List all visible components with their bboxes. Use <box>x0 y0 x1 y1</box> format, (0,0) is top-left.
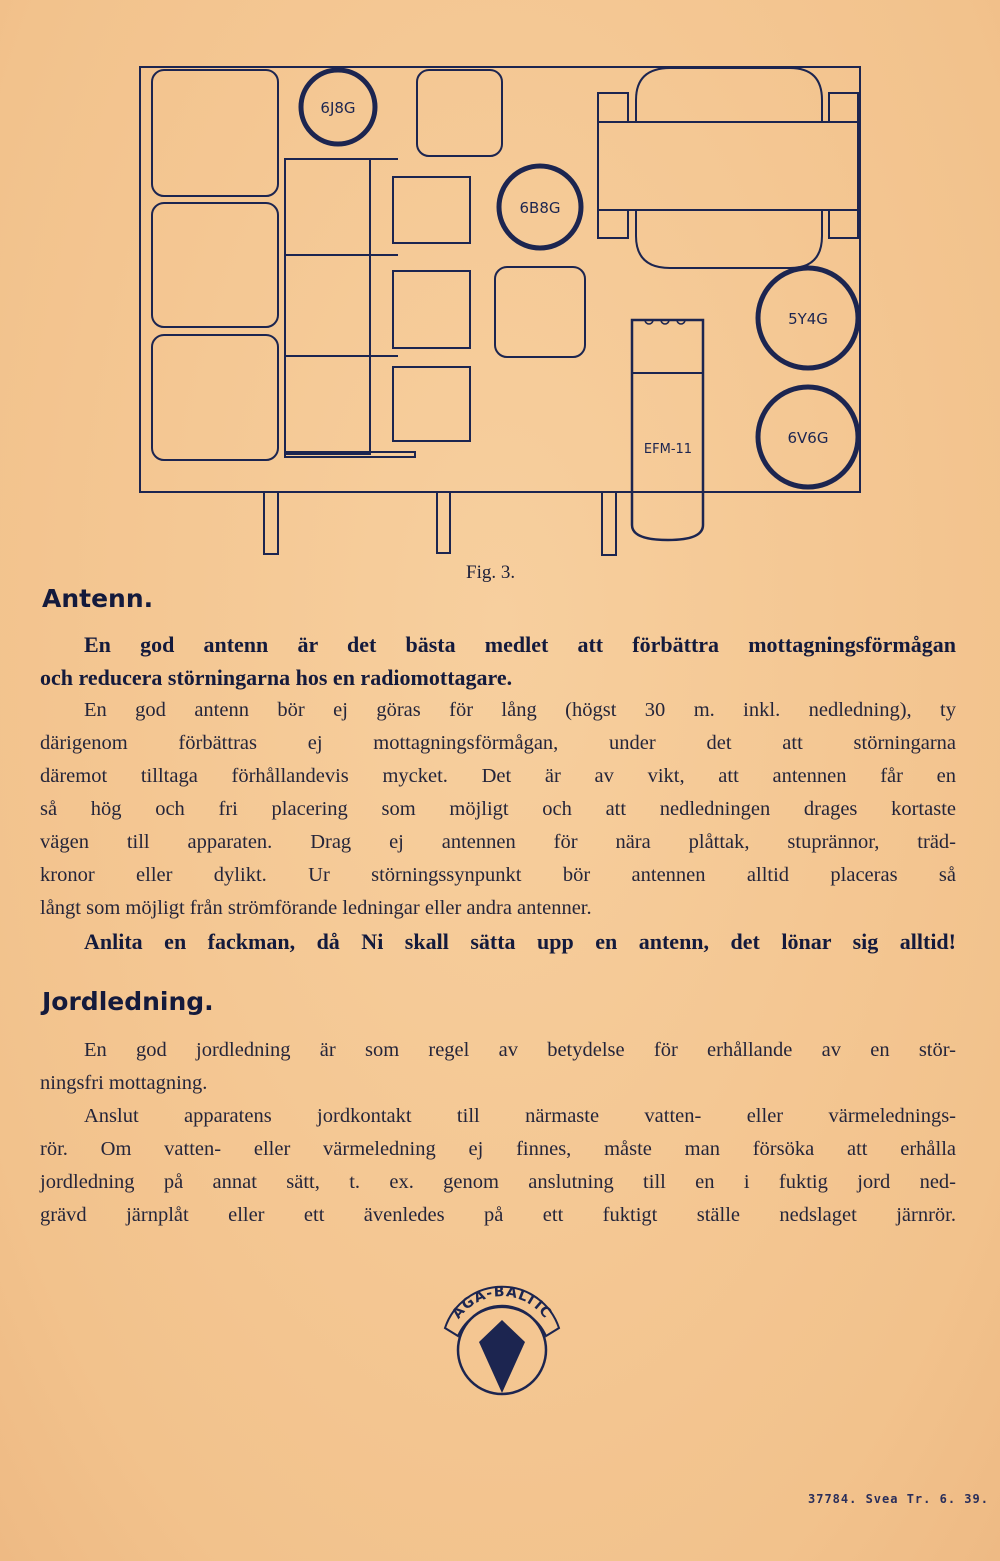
text-line: rör. Om vatten- eller värmeledning ej finnes, måste man försöka att erhålla <box>40 1138 956 1160</box>
tube-efm11 <box>632 320 703 540</box>
text-line: En god antenn är det bästa medlet att förbättra mottagningsförmågan <box>84 632 956 657</box>
text-line: Anslut apparatens jordkontakt till närmaste vatten- eller värmelednings- <box>84 1105 956 1127</box>
label-5y4g: 5Y4G <box>788 310 828 328</box>
aga-baltic-logo <box>440 1280 564 1400</box>
text-line: däremot tilltaga förhållandevis mycket. Det är av vikt, att antennen får en <box>40 765 956 787</box>
left-component-2 <box>152 203 278 327</box>
label-6v6g: 6V6G <box>787 429 829 447</box>
label-efm11: EFM-11 <box>643 442 693 457</box>
top-can <box>417 70 502 156</box>
text-line: Anlita en fackman, då Ni skall sätta upp en antenn, det lönar sig alltid! <box>84 929 956 954</box>
section-jordledning <box>40 1034 956 1232</box>
middle-can <box>495 267 585 357</box>
left-component-1 <box>152 70 278 196</box>
heading-jordledning: Jordledning. <box>42 987 214 1016</box>
heading-antenn: Antenn. <box>42 584 154 613</box>
text-line: grävd järnplåt eller ett ävenledes på ett fuktigt ställe nedslaget järnrör. <box>40 1204 956 1226</box>
text-line: En god jordledning är som regel av betydelse för erhållande av en stör- <box>84 1039 956 1061</box>
label-6b8g: 6B8G <box>519 199 561 217</box>
text-line: vägen till apparaten. Drag ej antennen för nära plåttak, stuprännor, träd- <box>40 831 956 853</box>
left-component-3 <box>152 335 278 460</box>
chassis-outline <box>140 67 860 492</box>
print-mark: 37784. Svea Tr. 6. 39. <box>808 1492 989 1506</box>
text-line: och reducera störningarna hos en radiomottagare. <box>40 665 513 690</box>
text-line: långt som möjligt från strömförande ledningar eller andra antenner. <box>40 897 592 919</box>
text-line: så hög och fri placering som möjligt och att nedledningen drages kortaste <box>40 798 956 820</box>
transformer <box>598 68 858 268</box>
figure-caption: Fig. 3. <box>466 562 516 583</box>
tuning-capacitor <box>285 159 470 457</box>
section-antenn <box>40 628 956 958</box>
text-line: kronor eller dylikt. Ur störningssynpunkt bör antennen alltid placeras så <box>40 864 956 886</box>
chassis-legs <box>264 492 616 555</box>
label-6j8g: 6J8G <box>320 99 356 117</box>
text-line: En god antenn bör ej göras för lång (högst 30 m. inkl. nedledning), ty <box>84 699 956 721</box>
chassis-layout-diagram <box>0 0 1000 600</box>
text-line: ningsfri mottagning. <box>40 1072 208 1094</box>
text-line: därigenom förbättras ej mottagningsförmågan, under det att störningarna <box>40 732 956 754</box>
text-line: jordledning på annat sätt, t. ex. genom anslutning till en i fuktig jord ned- <box>40 1171 956 1193</box>
svg-text:AGA-BALTIC: AGA-BALTIC <box>449 1284 555 1322</box>
